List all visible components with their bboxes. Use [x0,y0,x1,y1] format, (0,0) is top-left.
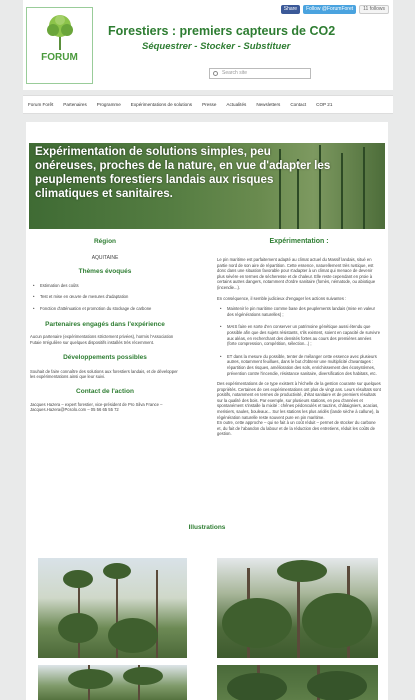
logo-tagline [31,65,88,77]
nav-item-contact[interactable]: Contact [290,102,307,107]
nav-item-actualites[interactable]: Actualités [226,102,247,107]
nav-item-experimentations[interactable]: Expérimentations de solutions [130,102,193,107]
nav-item-cop21[interactable]: COP 21 [316,102,333,107]
illustration-photo[interactable] [217,558,378,658]
list-item: • Estimation des coûts [30,283,180,289]
canopy [123,667,163,685]
follower-count: 11 follows [359,5,389,14]
forum-logo[interactable] [26,7,93,84]
site-subtitle: Séquestrer - Stocker - Substituer [142,41,291,52]
illustrations-title: Illustrations [188,524,226,531]
site-header [23,0,393,90]
search-placeholder: Search site [222,70,248,76]
illustration-photo[interactable] [217,665,378,700]
partners-text: Aucun partenaire (expérimentations strictement privées), hormis l'Association Futaie Irrégulière sur quelques dispositifs installés très récemment. [30,334,174,345]
experimentation-section [217,238,381,437]
list-item: • ET dans la mesure du possible, tenter de mélanger cette essence avec plusieurs autres, notamment feuillues, dans le but d'obtenir une multiplicité d'avantages : répartition des risques, amélioration des sols, enrichissement des écosystèmes, prévention contre l'incendie, résistance sanitaire, diversification des habitats, etc. [217,354,381,376]
main-content [26,122,388,700]
nav-item-newsletters[interactable]: Newsletters [256,102,281,107]
contact-title: Contact de l'action [76,387,134,395]
hero-banner [29,143,385,229]
tree-trunk [363,147,365,229]
paragraph: Le pin maritime est parfaitement adapté au climat actuel du Massif landais, situé en partie nord de son aire de répartition. Cette essence, naturellement très rustique, est donc dans une situation favorable pour s'adapter à un climat qui menace de devenir plus sévère en termes de sécheresse et de chaleur. Elle reste cependant en proie à certains autres dangers, notamment d'ordre sanitaire (fomès, nématode, ou abiotique (incendie...). [217,257,376,290]
pine-trunk [156,570,158,658]
nav-item-partenaires[interactable]: Partenaires [63,102,87,107]
list-item: • Fonction d'atténuation et promotion du stockage de carbone [30,306,180,312]
paragraph: En outre, cette approche – qui se fait à un coût réduit – permet de stocker du carbone et, du fait de l'abandon du labour et de la réduction des entretiens, réduit les coûts de gestion. [217,420,376,437]
nav-item-programme[interactable]: Programme [96,102,121,107]
shrub [108,618,158,653]
paragraph: En conséquence, il semble judicieux d'engager les actions suivantes : [217,295,347,301]
search-input[interactable] [209,68,311,79]
developments-text: Souhait de faire connaître des solutions aux forestiers landais, et de développer les expérimentations ainsi que leur suivi. [30,368,178,380]
contact-text: Jacques Hazera – expert forestier, vice-président de Pro Silva France – Jacques.Hazera@Pcsolo.com – 05 56 65 55 72 [30,401,163,413]
paragraph: Des expérimentations de ce type existent à l'échelle de la gestion courante sur quelques propriétés. Certaines de ces expérimentations ont plus de vingt ans. Leurs résultats sont positifs, notamment en termes de productivité, d'état sanitaire et de premiers résultats sur la qualité des bois. Par exemple, sur plusieurs stations, en peu d'années et spontanément s'installe la mixité : chênes pédonculés et tauzins, châtaigniers, acacias, merisiers, saules, bouleaux... Sur les stations les plus aridés (lande sèche à callune), la régénération naturelle reste souvent pure en pin maritime. [217,381,381,420]
nav-item-forum-foret[interactable]: Forum Forêt [28,102,54,107]
shrub [227,673,287,700]
partners-title: Partenaires engagés dans l'expérience [45,321,165,329]
list-item: • Maintenir le pin maritime comme base des peuplements landais (mise en valeur des régénérations naturelles) ; [217,306,381,317]
tree-trunk [341,153,343,229]
social-buttons [281,5,389,14]
search-icon [213,71,218,76]
canopy [277,560,327,582]
site-title: Forestiers : premiers capteurs de CO2 [108,24,336,38]
region-value: AQUITAINE [91,255,119,261]
actions-list [217,306,381,376]
logo-text: FORUM [41,52,78,63]
region-title: Région [93,238,117,245]
shrub [307,671,367,700]
canopy [63,570,93,588]
illustration-photo[interactable] [38,558,187,658]
main-nav [23,95,393,114]
shrub [222,598,292,648]
nav-item-presse[interactable]: Presse [202,102,217,107]
experimentation-title: Expérimentation : [269,238,329,245]
canopy [68,669,113,689]
themes-list [30,283,180,312]
twitter-follow-button[interactable]: Follow @ForumForet [303,5,356,14]
illustration-photo[interactable] [38,665,187,700]
list-item: • MAIS faire en sorte d'en conserver un patrimoine génétique aussi étendu que possible afin que des sujets résistants, s'ils existent, soient en capacité de survivre aux aléas, en recherchant des densités fortes au cours des premières années (forte compression, compétition, sélection...) ; [217,324,381,346]
developments-title: Développements possibles [63,353,147,361]
facebook-share-button[interactable]: Share [281,5,300,14]
sidebar-info [30,238,180,413]
shrub [58,613,98,643]
list-item: • Test et mise en œuvre de mesures d'adaptation [30,294,180,300]
hero-text: Expérimentation de solutions simples, peu onéreuses, proches de la nature, en vue d'adapter les peuplements forestiers landais aux risques climatiques et sanitaires. [35,145,331,200]
themes-title: Thèmes évoqués [78,267,132,275]
shrub [302,593,372,648]
canopy [103,563,131,579]
tree-logo-icon [35,12,85,52]
